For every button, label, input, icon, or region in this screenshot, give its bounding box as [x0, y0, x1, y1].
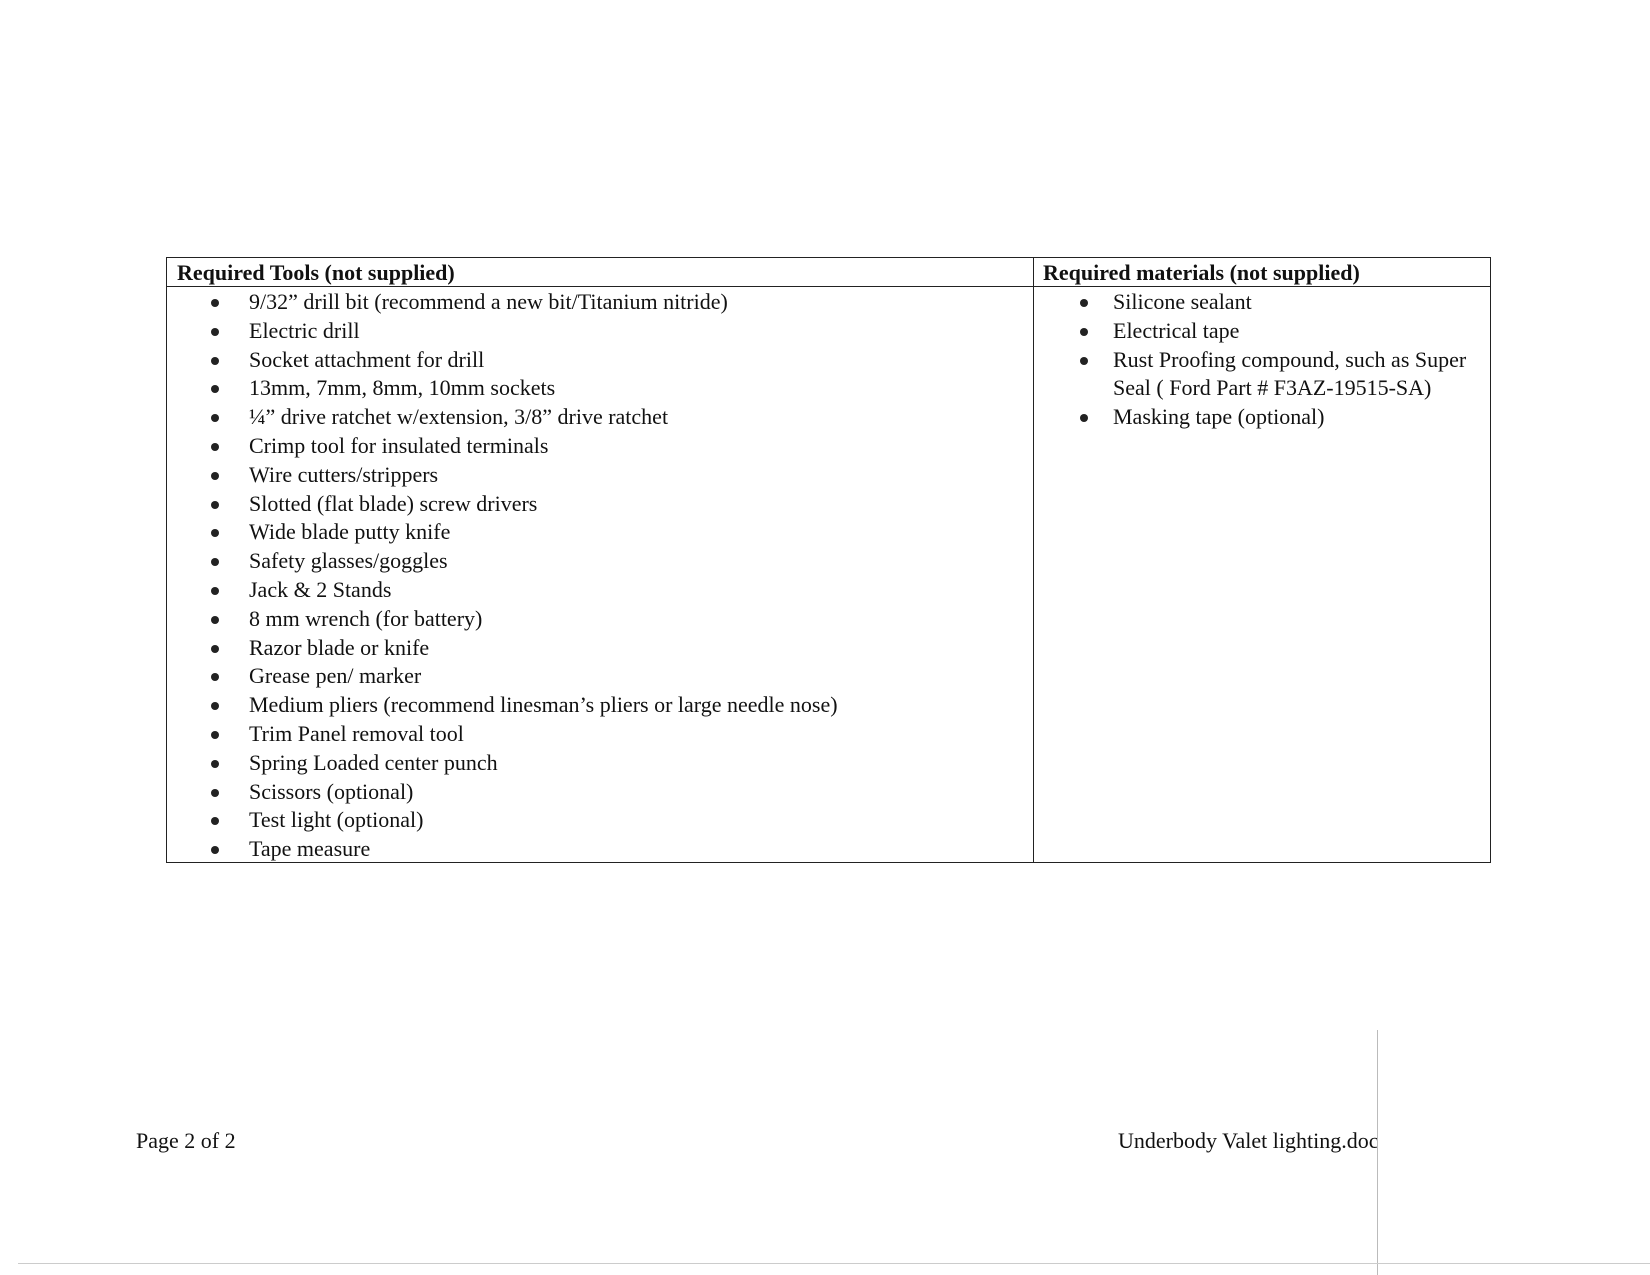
tool-item	[167, 691, 1033, 720]
tool-item-label: Crimp tool for insulated terminals	[249, 432, 549, 458]
requirements-table	[166, 257, 1491, 863]
tool-item-label: Electric drill	[249, 317, 360, 343]
tool-item	[167, 835, 1033, 864]
tool-item-label: Wide blade putty knife	[249, 519, 451, 545]
tool-item-label: Trim Panel removal tool	[249, 720, 464, 746]
bullet-icon	[1080, 357, 1088, 365]
bullet-icon	[211, 501, 219, 509]
bullet-icon	[211, 616, 219, 624]
tool-item-label: Slotted (flat blade) screw drivers	[249, 490, 538, 516]
document-filename: Underbody Valet lighting.doc	[1118, 1128, 1379, 1153]
tool-item-label: Wire cutters/strippers	[249, 461, 439, 487]
tool-item-label: Grease pen/ marker	[249, 663, 422, 689]
bullet-icon	[211, 443, 219, 451]
tool-item	[167, 778, 1033, 807]
tool-item	[167, 662, 1033, 691]
bullet-icon	[211, 414, 219, 422]
tool-item	[167, 374, 1033, 403]
tool-item	[167, 605, 1033, 634]
bullet-icon	[211, 673, 219, 681]
bullet-icon	[1080, 328, 1088, 336]
tool-item	[167, 490, 1033, 519]
bullet-icon	[211, 472, 219, 480]
tool-item-label: 9/32” drill bit (recommend a new bit/Titanium nitride)	[249, 289, 728, 314]
tools-column-header: Required Tools (not supplied)	[177, 260, 455, 285]
scan-artifact-line	[1377, 1030, 1378, 1275]
tool-item-label: Tape measure	[249, 836, 371, 862]
bullet-icon	[211, 789, 219, 797]
bullet-icon	[211, 760, 219, 768]
materials-list	[1033, 288, 1489, 432]
tool-item	[167, 806, 1033, 835]
tool-item	[167, 346, 1033, 375]
tool-item-label: Scissors (optional)	[249, 778, 414, 804]
tool-item-label: Medium pliers (recommend linesman’s pliers or large needle nose)	[249, 692, 838, 718]
bullet-icon	[211, 731, 219, 739]
tool-item-label: 13mm, 7mm, 8mm, 10mm sockets	[249, 375, 556, 401]
material-item-label: Silicone sealant	[1113, 289, 1252, 314]
tool-item-label: Socket attachment for drill	[249, 346, 485, 372]
tool-item-label: Spring Loaded center punch	[249, 749, 498, 775]
material-item-label: Electrical tape	[1113, 317, 1240, 343]
material-item	[1033, 403, 1489, 432]
tool-item-label: Razor blade or knife	[249, 634, 430, 660]
tool-item	[167, 634, 1033, 663]
scan-artifact-edge	[18, 1263, 1650, 1264]
materials-column-header: Required materials (not supplied)	[1043, 260, 1360, 285]
bullet-icon	[1080, 299, 1088, 307]
tool-item	[167, 547, 1033, 576]
material-item	[1033, 346, 1489, 404]
bullet-icon	[1080, 414, 1088, 422]
bullet-icon	[211, 385, 219, 393]
bullet-icon	[211, 587, 219, 595]
tool-item-label: Test light (optional)	[249, 807, 424, 833]
tool-item	[167, 749, 1033, 778]
bullet-icon	[211, 357, 219, 365]
tool-item-label: 8 mm wrench (for battery)	[249, 605, 483, 631]
bullet-icon	[211, 328, 219, 336]
bullet-icon	[211, 299, 219, 307]
tool-item	[167, 288, 1033, 317]
bullet-icon	[211, 558, 219, 566]
page-number: Page 2 of 2	[136, 1128, 236, 1153]
tools-list	[167, 288, 1033, 864]
bullet-icon	[211, 702, 219, 710]
material-item-label: Masking tape (optional)	[1113, 404, 1325, 430]
tool-item-label: ¼” drive ratchet w/extension, 3/8” drive ratchet	[249, 404, 669, 430]
tool-item	[167, 403, 1033, 432]
tool-item	[167, 720, 1033, 749]
bullet-icon	[211, 846, 219, 854]
material-item	[1033, 317, 1489, 346]
tool-item-label: Jack & 2 Stands	[249, 576, 392, 602]
bullet-icon	[211, 817, 219, 825]
tool-item	[167, 576, 1033, 605]
tool-item	[167, 432, 1033, 461]
tool-item	[167, 461, 1033, 490]
tool-item	[167, 518, 1033, 547]
material-item	[1033, 288, 1489, 317]
tool-item-label: Safety glasses/goggles	[249, 548, 448, 574]
bullet-icon	[211, 645, 219, 653]
tool-item	[167, 317, 1033, 346]
bullet-icon	[211, 529, 219, 537]
material-item-label: Rust Proofing compound, such as Super Seal ( Ford Part # F3AZ-19515-SA)	[1113, 346, 1467, 401]
